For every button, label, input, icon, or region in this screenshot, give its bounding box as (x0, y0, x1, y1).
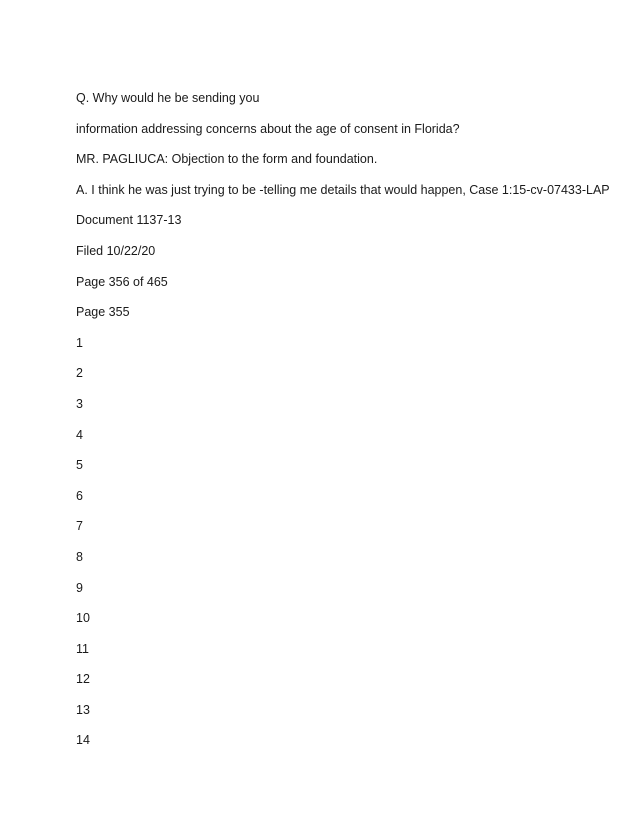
question-continuation-line: information addressing concerns about the age of consent in Florida? (76, 121, 460, 136)
line-number: 12 (76, 672, 90, 687)
answer-line: A. I think he was just trying to be -telling me details that would happen, Case 1:15-cv-07433-LAP (76, 182, 610, 197)
line-number: 3 (76, 396, 83, 411)
line-number: 6 (76, 488, 83, 503)
transcript-page-number: Page 355 (76, 305, 130, 320)
line-number: 1 (76, 335, 83, 350)
line-number: 4 (76, 427, 83, 442)
line-number: 2 (76, 366, 83, 381)
objection-line: MR. PAGLIUCA: Objection to the form and foundation. (76, 152, 378, 167)
line-number: 7 (76, 519, 83, 534)
page-of-total: Page 356 of 465 (76, 274, 168, 289)
transcript-text (76, 91, 616, 764)
line-number: 13 (76, 702, 90, 717)
filed-date: Filed 10/22/20 (76, 243, 156, 258)
line-number: 5 (76, 458, 83, 473)
line-number: 14 (76, 733, 90, 748)
line-number: 8 (76, 549, 83, 564)
line-number: 11 (76, 641, 89, 656)
line-number: 10 (76, 611, 90, 626)
question-line: Q. Why would he be sending you (76, 91, 260, 105)
document-number: Document 1137-13 (76, 213, 182, 228)
line-number: 9 (76, 580, 83, 595)
